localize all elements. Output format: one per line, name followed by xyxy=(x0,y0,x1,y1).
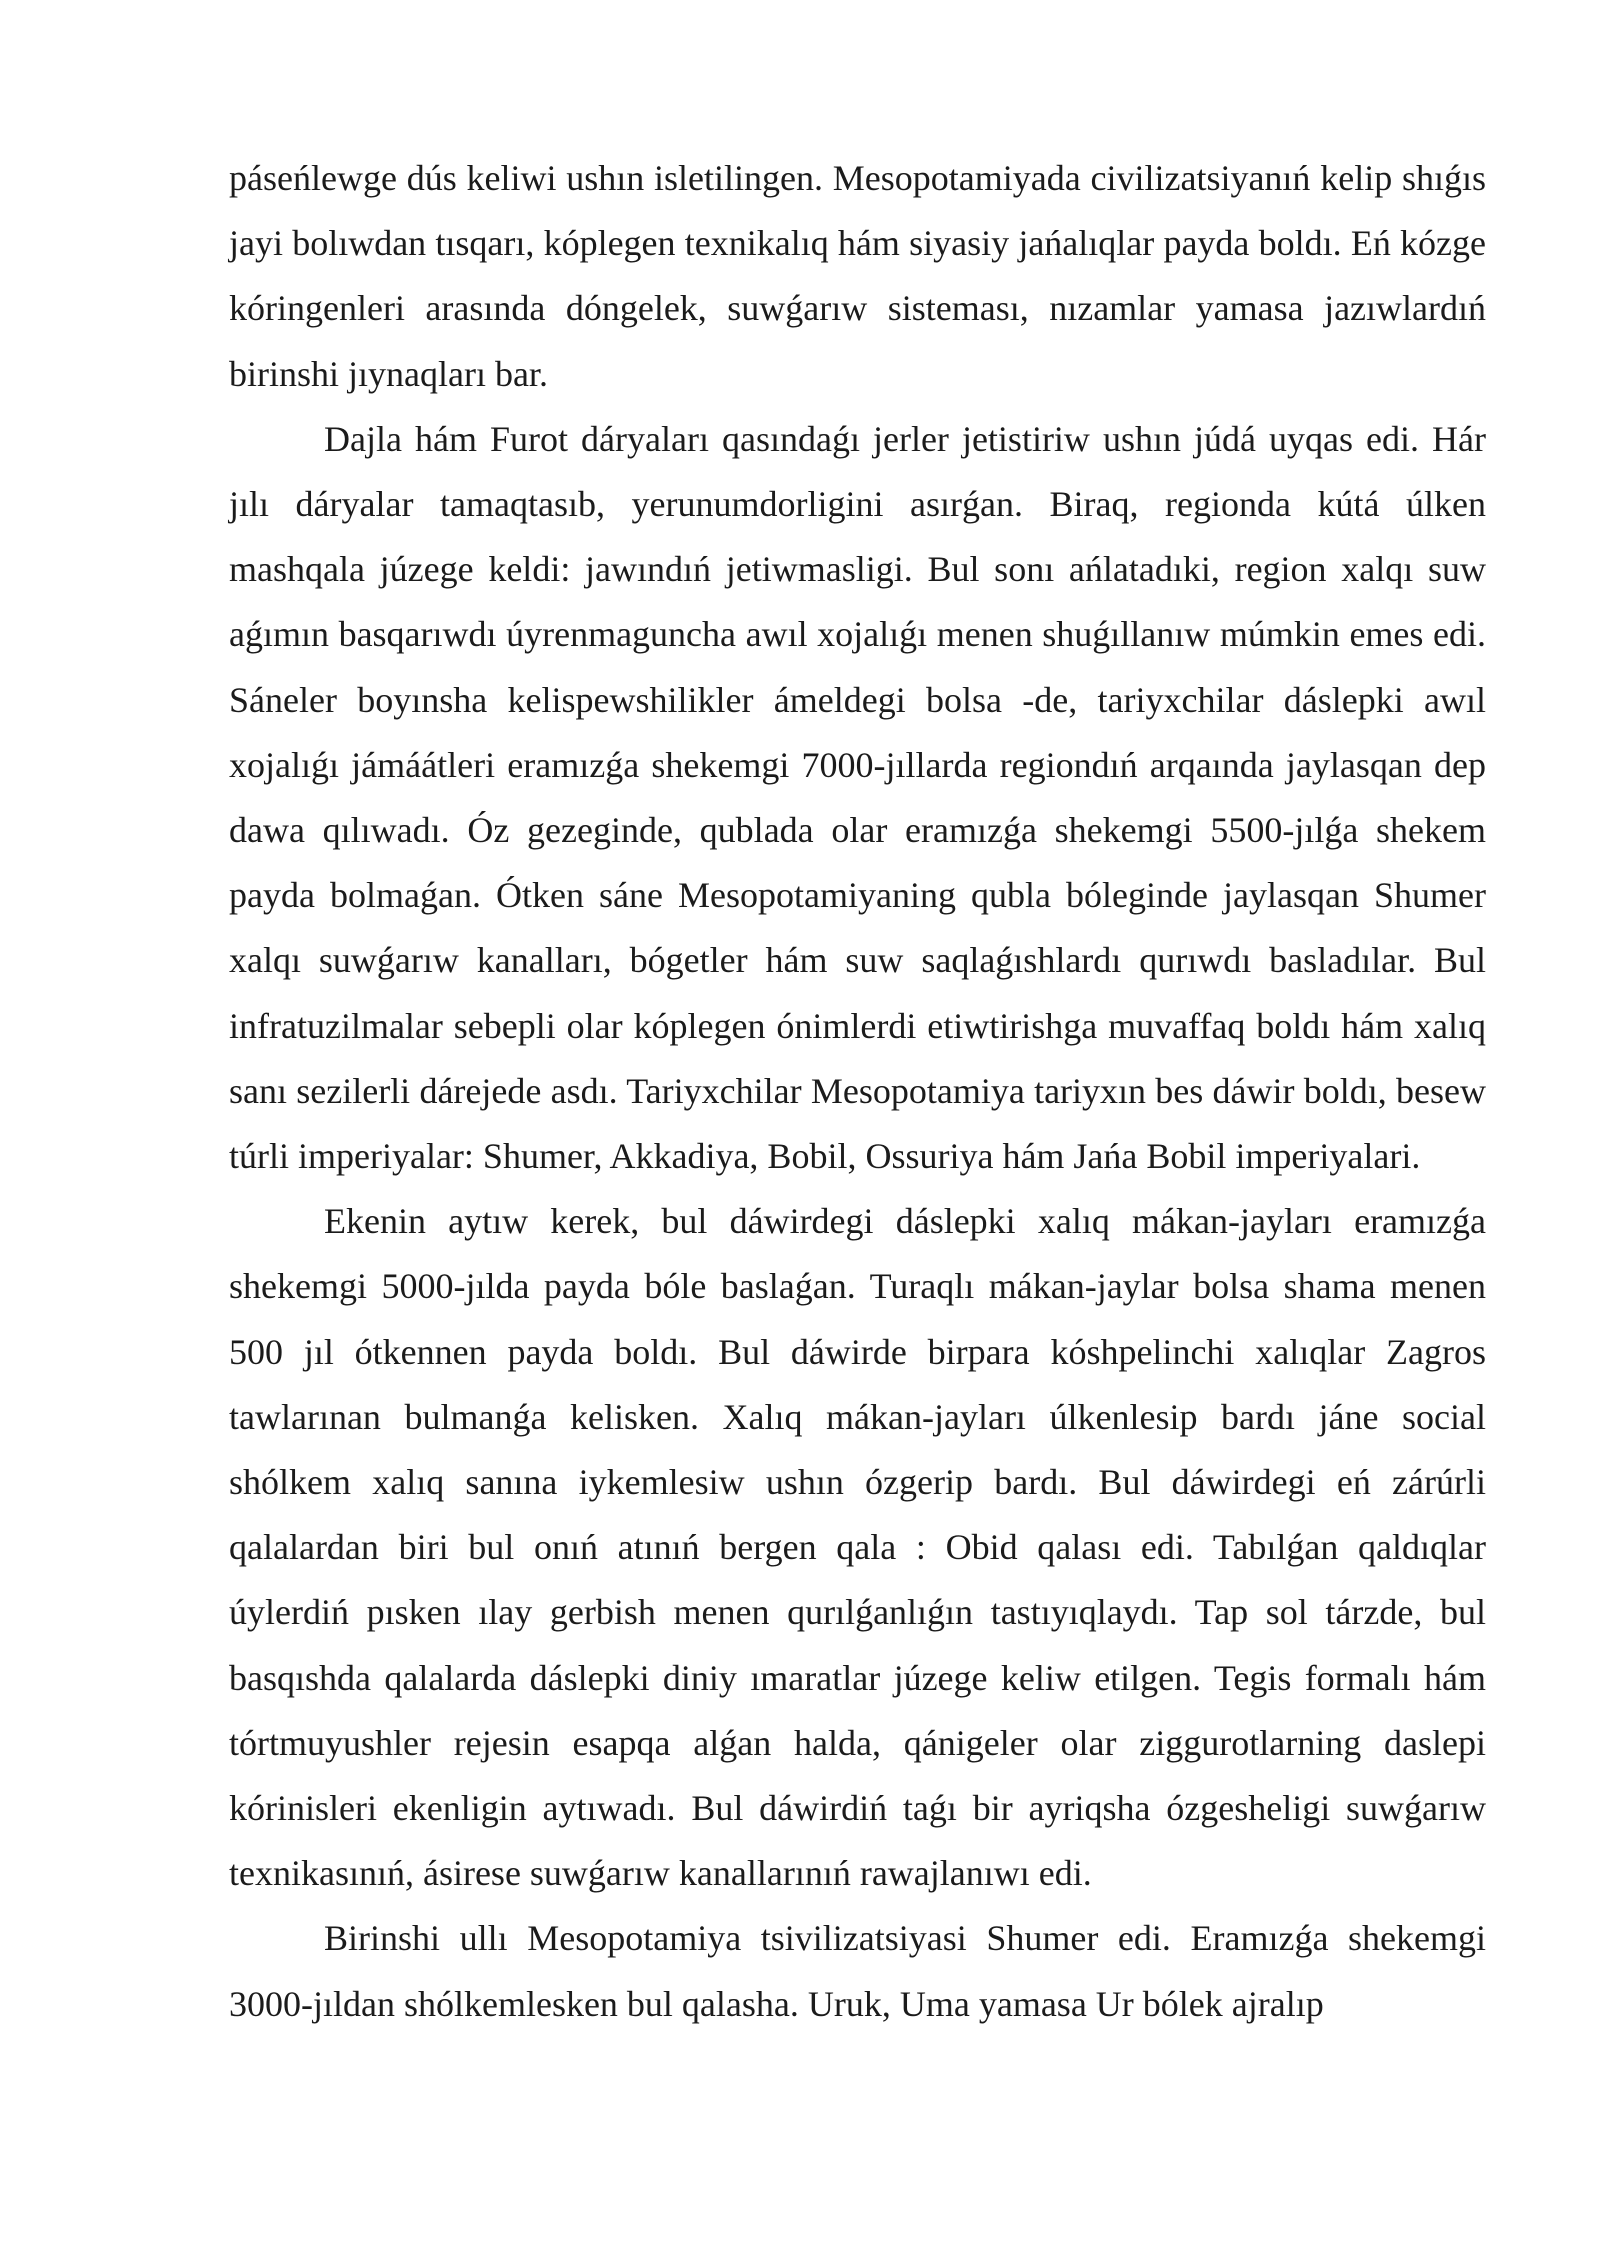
paragraph-3: Ekenin aytıw kerek, bul dáwirdegi dáslepki xalıq mákan-jayları eramızǵa shekemgi 5000-jılda payda bóle baslaǵan. Turaqlı mákan-jaylar bolsa shama menen 500 jıl ótkennen payda boldı. Bul dáwirde birpara kóshpelinchi xalıqlar Zagros tawlarınan bulmanǵa kelisken. Xalıq mákan-jayları úlkenlesip bardı jáne social shólkem xalıq sanına iykemlesiw ushın ózgerip bardı. Bul dáwirdegi eń zárúrli qalalardan biri bul onıń atınıń bergen qala : Obid qalası edi. Tabılǵan qaldıqlar úylerdiń pısken ılay gerbish menen qurılǵanlıǵın tastıyıqlaydı. Tap sol tárzde, bul basqıshda qalalarda dáslepki diniy ımaratlar júzege keliw etilgen. Tegis formalı hám tórtmuyushler rejesin esapqa alǵan halda, qánigeler olar ziggurotlarning daslepi kórinisleri ekenligin aytıwadı. Bul dáwirdiń taǵı bir ayriqsha ózgesheligi suwǵarıw texnikasınıń, ásirese suwǵarıw kanallarınıń rawajlanıwı edi. xyxy=(229,1201,1486,1894)
document-body xyxy=(229,146,1486,2037)
paragraph-1: páseńlewge dús keliwi ushın isletilingen. Mesopotamiyada civilizatsiyanıń kelip shıǵıs jayi bolıwdan tısqarı, kóplegen texnikalıq hám siyasiy jańalıqlar payda boldı. Eń kózge kóringenleri arasında dóngelek, suwǵarıw sisteması, nızamlar yamasa jazıwlardıń birinshi jıynaqları bar. xyxy=(229,158,1486,394)
paragraph-2: Dajla hám Furot dáryaları qasındaǵı jerler jetistiriw ushın júdá uyqas edi. Hár jılı dáryalar tamaqtasıb, yerunumdorligini asırǵan. Biraq, regionda kútá úlken mashqala júzege keldi: jawındıń jetiwmasligi. Bul sonı ańlatadıki, region xalqı suw aǵımın basqarıwdı úyrenmaguncha awıl xojalıǵı menen shuǵıllanıw múmkin emes edi. Sáneler boyınsha kelispewshilikler ámeldegi bolsa -de, tariyxchilar dáslepki awıl xojalıǵı jámáátleri eramızǵa shekemgi 7000-jıllarda regiondıń arqaında jaylasqan dep dawa qılıwadı. Óz gezeginde, qublada olar eramızǵa shekemgi 5500-jılǵa shekem payda bolmaǵan. Ótken sáne Mesopotamiyaning qubla bóleginde jaylasqan Shumer xalqı suwǵarıw kanalları, bógetler hám suw saqlaǵıshlardı qurıwdı basladılar. Bul infratuzilmalar sebepli olar kóplegen ónimlerdi etiwtirishga muvaffaq boldı hám xalıq sanı sezilerli dárejede asdı. Tariyxchilar Mesopotamiya tariyxın bes dáwir boldı, besew túrli imperiyalar: Shumer, Akkadiya, Bobil, Ossuriya hám Jańa Bobil imperiyalari. xyxy=(229,418,1486,1177)
paragraph-4: Birinshi ullı Mesopotamiya tsivilizatsiyasi Shumer edi. Eramızǵa shekemgi 3000-jıldan shólkemlesken bul qalasha. Uruk, Uma yamasa Ur bólek ajralıp xyxy=(229,1918,1486,2024)
